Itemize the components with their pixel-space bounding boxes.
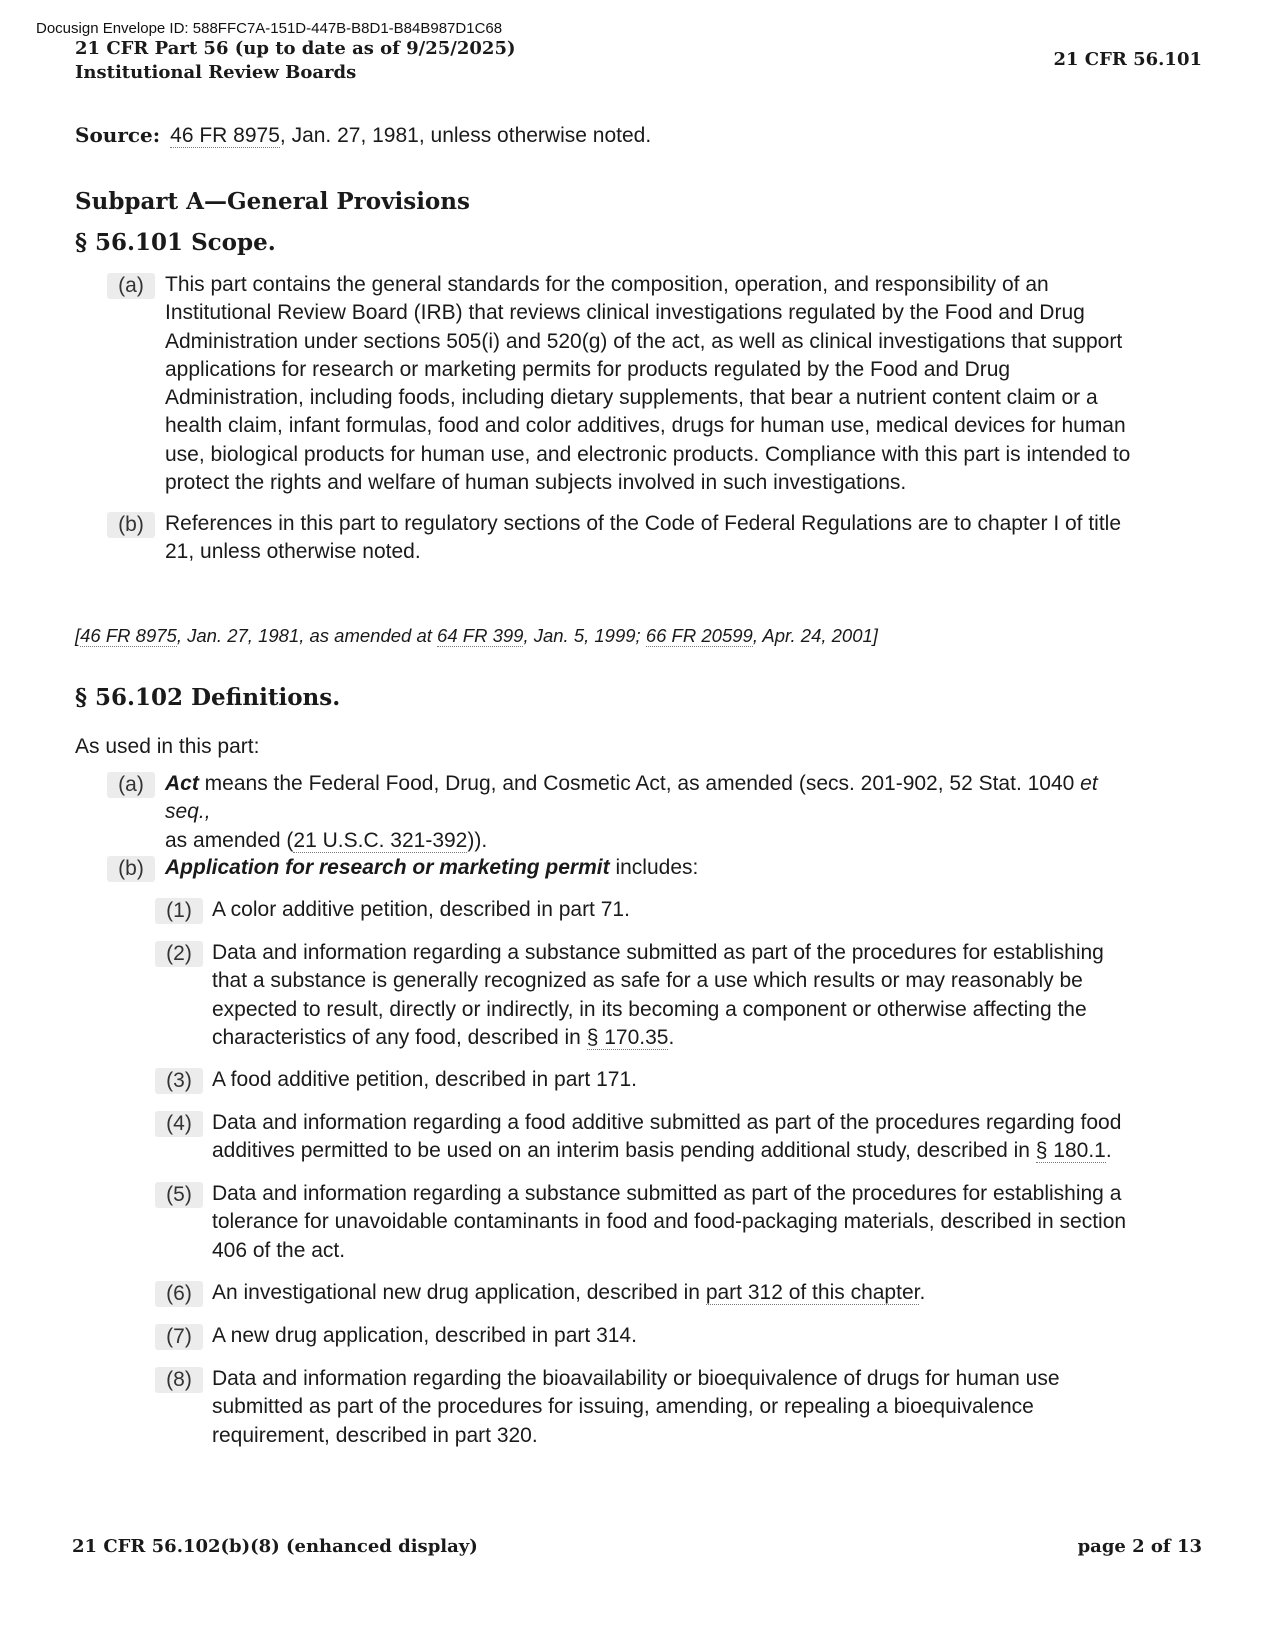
list-item: A color additive petition, described in part 71. xyxy=(212,898,630,921)
item-label: (4) xyxy=(155,1111,203,1137)
envelope-id: Docusign Envelope ID: 588FFC7A-151D-447B-B8D1-B84B987D1C68 xyxy=(36,20,503,37)
source-link[interactable]: 46 FR 8975 xyxy=(170,124,280,147)
header-section-ref: 21 CFR 56.101 xyxy=(1053,49,1202,70)
item-text: . xyxy=(668,1025,675,1049)
paragraph-label: (a) xyxy=(107,273,155,299)
page-number: page 2 of 13 xyxy=(1077,1536,1202,1557)
paragraph-56-102-a xyxy=(165,770,1140,855)
paragraph-label: (b) xyxy=(107,856,155,882)
definition-text: )). xyxy=(467,828,488,852)
cfr-link-180-1[interactable]: § 180.1 xyxy=(1035,1139,1106,1163)
part-312-link[interactable]: part 312 of this chapter xyxy=(705,1281,920,1304)
definitions-intro: As used in this part: xyxy=(75,735,260,758)
item-label: (8) xyxy=(155,1367,203,1393)
footer-section-ref: 21 CFR 56.102(b)(8) (enhanced display) xyxy=(72,1536,478,1557)
item-label: (2) xyxy=(155,941,203,967)
source-rest: , Jan. 27, 1981, unless otherwise noted. xyxy=(279,124,652,147)
citation-bracket: [ xyxy=(75,625,81,646)
item-text: Data and information regarding a substance submitted as part of the procedures for establishing that a substance is generally recognized as safe for a use which results or may reasonably be expected to result, directly or indirectly, in its becoming a component or otherwise affecting the characteristics of any food, described in xyxy=(212,941,1104,1049)
list-item: Data and information regarding a substance submitted as part of the procedures for establishing a tolerance for unavoidable contaminants in food and food-packaging materials, described in section 406 of the act. xyxy=(212,1182,1127,1262)
list-item: Data and information regarding the bioavailability or bioequivalence of drugs for human use submitted as part of the procedures for issuing, amending, or repealing a bioequivalence requirement, described in part 320. xyxy=(212,1367,1060,1447)
page-header xyxy=(75,37,515,85)
citation-link-64fr399[interactable]: 64 FR 399 xyxy=(437,625,524,646)
paragraph-56-101-a: This part contains the general standards for the composition, operation, and responsibility of an Institutional Review Board (IRB) that reviews clinical investigations regulated by the Food and Drug Administration under sections 505(i) and 520(g) of the act, as well as clinical investigations that support applications for research or marketing permits for products regulated by the Food and Drug Administration, including foods, including dietary supplements, that bear a nutrient content claim or a health claim, infant formulas, food and color additives, drugs for human use, medical devices for human use, biological products for human use, and electronic products. Compliance with this part is intended to protect the rights and welfare of human subjects involved in such investigations. xyxy=(165,273,1131,495)
item-label: (3) xyxy=(155,1068,203,1094)
header-subtitle: Institutional Review Boards xyxy=(75,62,357,83)
source-line xyxy=(75,123,651,148)
item-text: An investigational new drug application, described in xyxy=(212,1281,706,1304)
et-seq: et seq., xyxy=(165,772,1098,824)
item-label: (1) xyxy=(155,898,203,924)
paragraph-56-101-b: References in this part to regulatory sections of the Code of Federal Regulations are to chapter I of title 21, unless otherwise noted. xyxy=(165,512,1122,564)
list-item xyxy=(212,1279,1137,1307)
item-text: . xyxy=(919,1281,926,1304)
term-application: Application for research or marketing permit xyxy=(165,856,610,879)
amendment-citation xyxy=(75,625,878,647)
source-label: Source: xyxy=(75,123,161,147)
list-item: A food additive petition, described in part 171. xyxy=(212,1068,637,1091)
citation-link-46fr8975[interactable]: 46 FR 8975 xyxy=(80,625,177,646)
paragraph-label: (b) xyxy=(107,512,155,538)
citation-link-66fr20599[interactable]: 66 FR 20599 xyxy=(645,625,753,646)
item-label: (7) xyxy=(155,1324,203,1350)
definition-text: as amended ( xyxy=(165,828,294,852)
definition-text: means the Federal Food, Drug, and Cosmetic Act, as amended (secs. 201-902, 52 Stat. 1040 xyxy=(198,772,1081,795)
item-label: (5) xyxy=(155,1182,203,1208)
definition-text: includes: xyxy=(609,856,699,879)
usc-link[interactable]: 21 U.S.C. 321-392 xyxy=(293,828,468,852)
paragraph-label: (a) xyxy=(107,772,155,798)
subpart-heading: Subpart A—General Provisions xyxy=(75,188,470,215)
list-item: A new drug application, described in part 314. xyxy=(212,1324,637,1347)
citation-text: , Jan. 27, 1981, as amended at xyxy=(176,625,438,646)
item-text: . xyxy=(1105,1139,1112,1163)
item-text: Data and information regarding a food additive submitted as part of the procedures regarding food additives permitted to be used on an interim basis pending additional study, described in xyxy=(212,1111,1122,1163)
list-item xyxy=(212,939,1137,1052)
citation-text: , Jan. 5, 1999; xyxy=(523,625,646,646)
section-56-102-heading: § 56.102 Definitions. xyxy=(75,684,341,711)
paragraph-56-102-b xyxy=(165,854,1125,882)
item-label: (6) xyxy=(155,1281,203,1307)
cfr-link-170-35[interactable]: § 170.35 xyxy=(586,1025,669,1049)
header-title: 21 CFR Part 56 (up to date as of 9/25/2025) xyxy=(75,38,516,59)
section-56-101-heading: § 56.101 Scope. xyxy=(75,229,276,256)
citation-text: , Apr. 24, 2001] xyxy=(752,625,878,646)
term-act: Act xyxy=(165,772,199,795)
list-item xyxy=(212,1109,1137,1166)
